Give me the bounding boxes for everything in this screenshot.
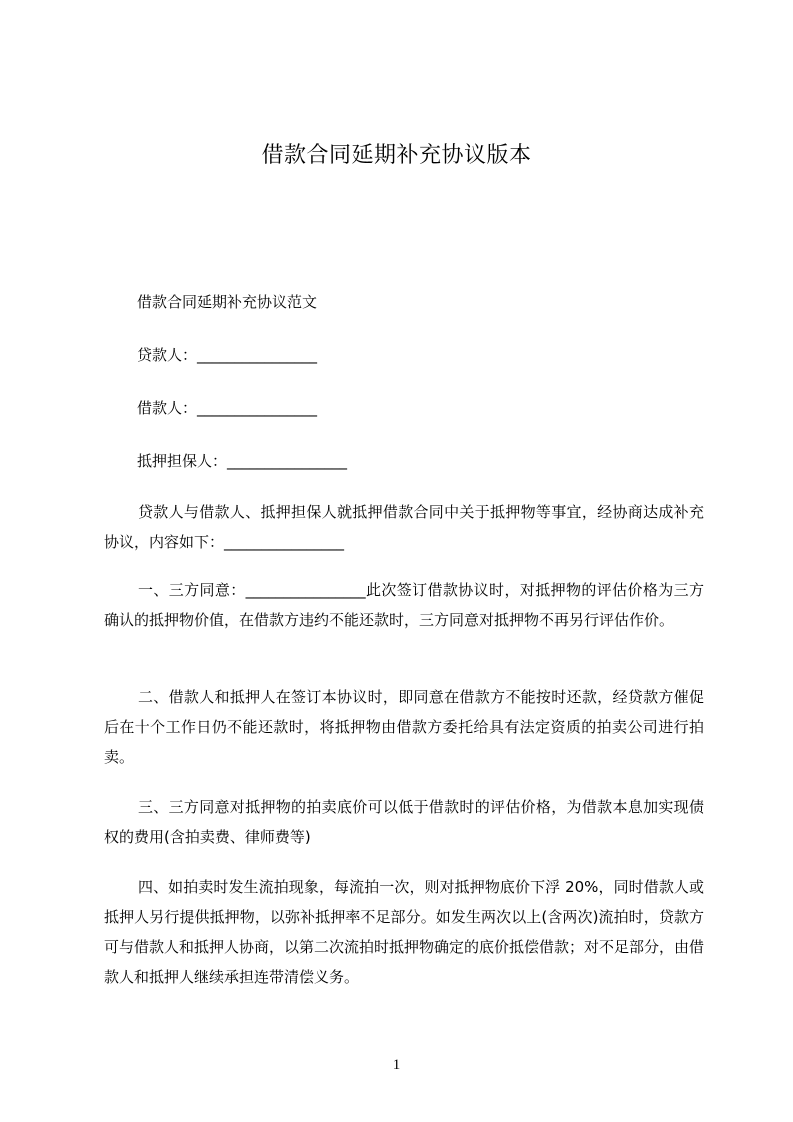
clause-3-paragraph: 三、三方同意对抵押物的拍卖底价可以低于借款时的评估价格，为借款本息加实现债权的费用(含拍卖费、律师费等) [104,798,704,846]
guarantor-line: 抵押担保人：________________ [137,452,348,470]
lender-line: 贷款人：________________ [137,346,318,364]
page-number: 1 [392,1057,401,1073]
clause-1-paragraph: 一、三方同意：________________此次签订借款协议时，对抵押物的评估价格为三方确认的抵押物价值，在借款方违约不能还款时，三方同意对抵押物不再另行评估作价。 [104,581,704,629]
intro-paragraph: 贷款人与借款人、抵押担保人就抵押借款合同中关于抵押物等事宜，经协商达成补充协议，内容如下：________________ [104,503,704,551]
borrower-line: 借款人：________________ [137,399,318,417]
document-title: 借款合同延期补充协议版本 [261,143,532,168]
clause-4-paragraph: 四、如拍卖时发生流拍现象，每流拍一次，则对抵押物底价下浮 20%，同时借款人或抵押人另行提供抵押物，以弥补抵押率不足部分。如发生两次以上(含两次)流拍时，贷款方可与借款人和抵押人协商，以第二次流拍时抵押物确定的底价抵偿借款；对不足部分，由借款人和抵押人继续承担连带清偿义务。 [104,878,705,986]
document-subtitle: 借款合同延期补充协议范文 [137,293,318,311]
clause-2-paragraph: 二、借款人和抵押人在签订本协议时，即同意在借款方不能按时还款，经贷款方催促后在十个工作日仍不能还款时，将抵押物由借款方委托给具有法定资质的拍卖公司进行拍卖。 [104,688,704,766]
